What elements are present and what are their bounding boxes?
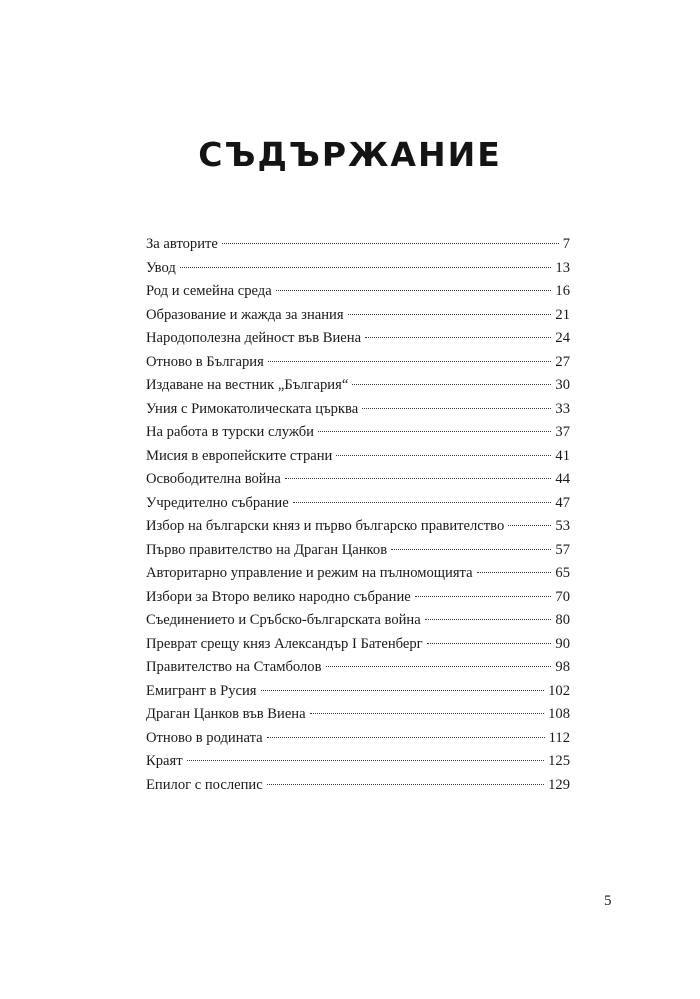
toc-entry-title: Правителство на Стамболов bbox=[146, 659, 322, 675]
toc-entry bbox=[146, 351, 570, 375]
toc-entry-title: Драган Цанков във Виена bbox=[146, 706, 306, 722]
toc-entry-page: 80 bbox=[555, 612, 570, 628]
dot-leader bbox=[267, 737, 545, 738]
toc-entry-title: Съединението и Сръбско-българската война bbox=[146, 612, 421, 628]
toc-entry-title: Уния с Римокатолическата църква bbox=[146, 400, 359, 417]
dot-leader bbox=[326, 666, 552, 667]
toc-entry-page: 24 bbox=[555, 330, 570, 346]
toc-entry-page: 57 bbox=[555, 541, 570, 558]
toc-entry bbox=[146, 703, 570, 727]
dot-leader bbox=[425, 619, 552, 620]
toc-entry-title: На работа в турски служби bbox=[146, 424, 314, 440]
toc-entry-title: Преврат срещу княз Александър I Батенберг bbox=[146, 635, 423, 652]
toc-entry-page: 98 bbox=[555, 659, 570, 675]
toc-entry-page: 21 bbox=[555, 306, 570, 323]
toc-entry-title: Освободителна война bbox=[146, 471, 281, 487]
toc-entry bbox=[146, 727, 570, 751]
page-number: 5 bbox=[604, 893, 612, 909]
toc-entry bbox=[146, 562, 570, 586]
dot-leader bbox=[293, 502, 552, 503]
dot-leader bbox=[187, 760, 545, 761]
dot-leader bbox=[318, 431, 551, 432]
table-of-contents bbox=[146, 233, 570, 797]
dot-leader bbox=[310, 713, 545, 714]
toc-entry-page: 47 bbox=[555, 494, 570, 511]
toc-entry-title: Род и семейна среда bbox=[146, 283, 272, 299]
dot-leader bbox=[276, 290, 552, 291]
toc-entry-title: Народополезна дейност във Виена bbox=[146, 330, 362, 346]
dot-leader bbox=[268, 361, 552, 362]
dot-leader bbox=[285, 478, 552, 479]
toc-entry-title: Увод bbox=[146, 259, 176, 276]
toc-entry bbox=[146, 609, 570, 633]
dot-leader bbox=[362, 408, 551, 409]
toc-entry-page: 27 bbox=[555, 353, 570, 370]
toc-entry-title: Епилог с послепис bbox=[146, 776, 263, 793]
toc-entry-page: 129 bbox=[548, 776, 570, 793]
dot-leader bbox=[391, 549, 551, 550]
page-title: СЪДЪРЖАНИЕ bbox=[198, 135, 502, 174]
toc-entry bbox=[146, 515, 570, 539]
toc-entry-page: 16 bbox=[555, 283, 570, 299]
toc-entry-title: Авторитарно управление и режим на пълномощията bbox=[146, 565, 473, 581]
toc-entry-page: 53 bbox=[555, 518, 570, 534]
dot-leader bbox=[267, 784, 544, 785]
toc-entry-title: Краят bbox=[146, 753, 183, 769]
toc-entry bbox=[146, 680, 570, 704]
toc-entry-title: Учредително събрание bbox=[146, 494, 289, 511]
toc-entry-page: 7 bbox=[562, 236, 570, 252]
toc-entry-page: 44 bbox=[555, 471, 570, 487]
toc-entry bbox=[146, 774, 570, 798]
toc-entry bbox=[146, 656, 570, 680]
toc-entry bbox=[146, 586, 570, 610]
dot-leader bbox=[261, 690, 545, 691]
dot-leader bbox=[508, 525, 551, 526]
toc-entry bbox=[146, 633, 570, 657]
toc-entry-title: Образование и жажда за знания bbox=[146, 306, 344, 323]
dot-leader bbox=[336, 455, 551, 456]
toc-entry bbox=[146, 492, 570, 516]
toc-entry-title: Издаване на вестник „България“ bbox=[146, 377, 349, 393]
toc-entry bbox=[146, 327, 570, 351]
toc-entry-title: Избори за Второ велико народно събрание bbox=[146, 588, 411, 605]
toc-entry-page: 13 bbox=[555, 259, 570, 276]
toc-entry bbox=[146, 468, 570, 492]
toc-entry-page: 41 bbox=[555, 447, 570, 464]
toc-entry-page: 70 bbox=[555, 588, 570, 605]
toc-entry bbox=[146, 398, 570, 422]
dot-leader bbox=[348, 314, 552, 315]
dot-leader bbox=[352, 384, 551, 385]
dot-leader bbox=[415, 596, 552, 597]
toc-entry-title: Емигрант в Русия bbox=[146, 682, 257, 699]
toc-entry bbox=[146, 445, 570, 469]
toc-entry-page: 30 bbox=[555, 377, 570, 393]
toc-entry-page: 33 bbox=[555, 400, 570, 417]
toc-entry bbox=[146, 304, 570, 328]
toc-entry bbox=[146, 374, 570, 398]
toc-entry-page: 102 bbox=[548, 682, 570, 699]
toc-entry-page: 108 bbox=[548, 706, 570, 722]
toc-entry-title: Отново в родината bbox=[146, 729, 263, 746]
toc-entry bbox=[146, 280, 570, 304]
toc-entry bbox=[146, 421, 570, 445]
toc-entry-page: 112 bbox=[548, 729, 570, 746]
dot-leader bbox=[477, 572, 552, 573]
toc-entry bbox=[146, 539, 570, 563]
toc-entry-page: 90 bbox=[555, 635, 570, 652]
toc-entry bbox=[146, 750, 570, 774]
toc-entry-title: Избор на български княз и първо българско правителство bbox=[146, 518, 505, 534]
dot-leader bbox=[222, 243, 559, 244]
toc-entry-title: Първо правителство на Драган Цанков bbox=[146, 541, 388, 558]
toc-entry-title: За авторите bbox=[146, 236, 218, 252]
toc-entry-page: 37 bbox=[555, 424, 570, 440]
dot-leader bbox=[427, 643, 552, 644]
toc-entry-page: 125 bbox=[548, 753, 570, 769]
toc-entry-title: Мисия в европейските страни bbox=[146, 447, 333, 464]
toc-entry bbox=[146, 257, 570, 281]
dot-leader bbox=[365, 337, 551, 338]
toc-entry-title: Отново в България bbox=[146, 353, 264, 370]
dot-leader bbox=[180, 267, 552, 268]
toc-entry-page: 65 bbox=[555, 565, 570, 581]
toc-entry bbox=[146, 233, 570, 257]
